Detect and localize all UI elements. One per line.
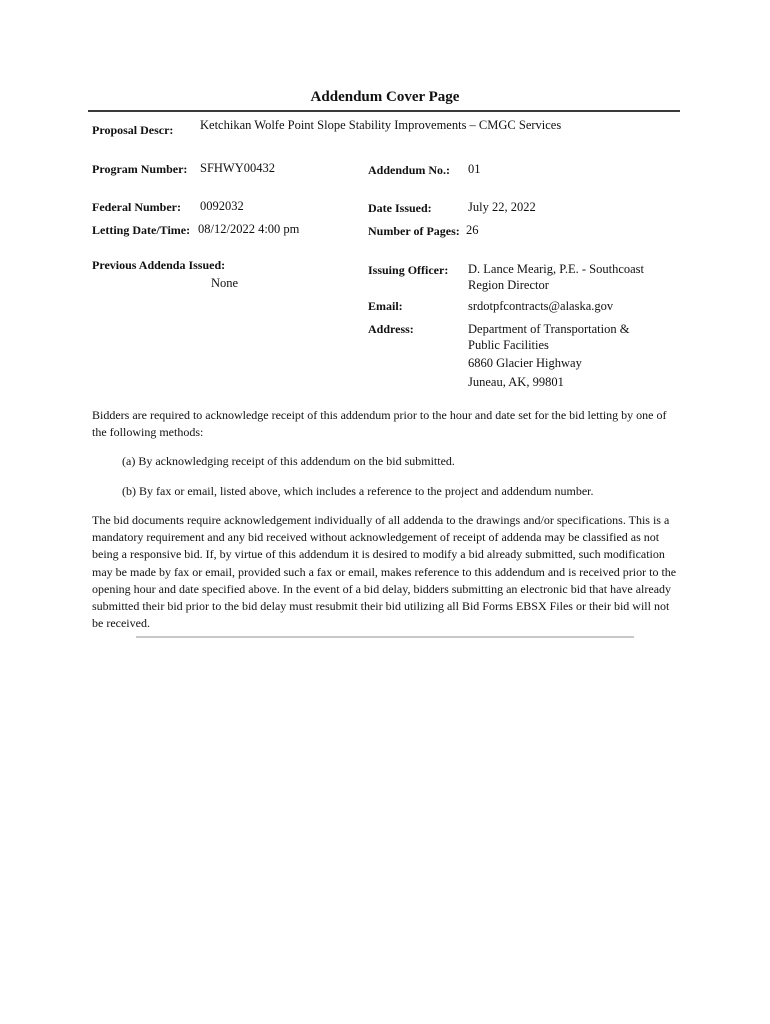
date-issued-label: Date Issued:: [368, 201, 432, 215]
letting-datetime-value: 08/12/2022 4:00 pm: [198, 222, 300, 236]
bottom-divider: [136, 636, 634, 638]
previous-addenda-label: Previous Addenda Issued:: [92, 258, 226, 272]
address-line-2: 6860 Glacier Highway: [468, 356, 582, 370]
letting-datetime-label: Letting Date/Time:: [92, 223, 191, 237]
date-issued-value: July 22, 2022: [468, 200, 536, 214]
title-divider: [88, 110, 680, 112]
page-title: Addendum Cover Page: [310, 89, 460, 105]
program-number-label: Program Number:: [92, 162, 188, 176]
addendum-no-value: 01: [468, 162, 481, 176]
main-paragraph: The bid documents require acknowledgement individually of all addenda to the drawings and/or specifications. This is a mandatory requirement and any bid received without acknowledgement of receipt of addenda may be classified as not being a responsive bid. If, by virtue of this addendum it is desired to modify a bid already submitted, such modification may be made by fax or email, provided such a fax or email, makes reference to this addendum and is received prior to the opening hour and date specified above. In the event of a bid delay, bidders submitting an electronic bid that have already submitted their bid prior to the bid delay must resubmit their bid utilizing all Bid Forms EBSX Files or their bid will not be received.: [92, 513, 677, 631]
issuing-officer-label: Issuing Officer:: [368, 263, 449, 277]
proposal-descr-value: Ketchikan Wolfe Point Slope Stability Improvements – CMGC Services: [200, 118, 562, 132]
number-of-pages-value: 26: [466, 223, 479, 237]
method-a: (a) By acknowledging receipt of this addendum on the bid submitted.: [122, 454, 455, 468]
previous-addenda-value: None: [211, 276, 239, 290]
federal-number-label: Federal Number:: [92, 200, 181, 214]
address-line-1: Department of Transportation & Public Facilities: [468, 322, 630, 352]
method-b: (b) By fax or email, listed above, which includes a reference to the project and addendum number.: [122, 484, 594, 498]
addendum-no-label: Addendum No.:: [368, 163, 451, 177]
number-of-pages-label: Number of Pages:: [368, 224, 460, 238]
intro-paragraph: Bidders are required to acknowledge receipt of this addendum prior to the hour and date set for the bid letting by one of the following methods:: [92, 408, 667, 440]
address-label: Address:: [368, 322, 414, 336]
proposal-descr-label: Proposal Descr:: [92, 123, 174, 137]
email-label: Email:: [368, 299, 403, 313]
issuing-officer-value: D. Lance Mearig, P.E. - Southcoast Region Director: [468, 262, 645, 292]
address-line-3: Juneau, AK, 99801: [468, 375, 564, 389]
email-value: srdotpfcontracts@alaska.gov: [468, 299, 614, 313]
program-number-value: SFHWY00432: [200, 161, 276, 175]
federal-number-value: 0092032: [200, 199, 244, 213]
